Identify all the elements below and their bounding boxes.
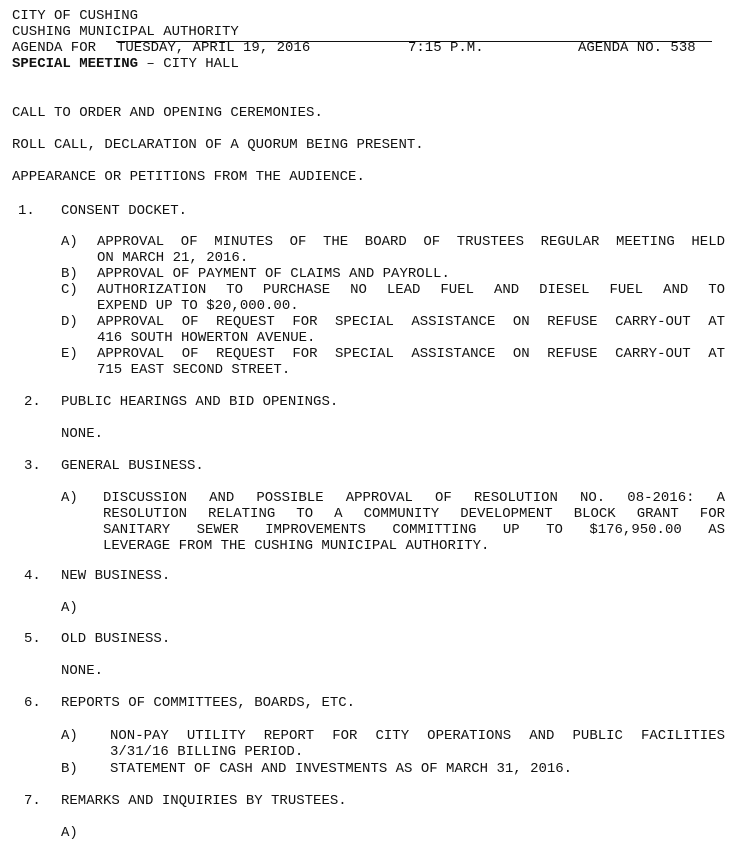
item-number: 6. [24, 695, 41, 711]
header-city: CITY OF CUSHING [12, 8, 139, 24]
subitem-text: DISCUSSION AND POSSIBLE APPROVAL OF RESOLUTION NO. 08-2016: A [103, 490, 725, 506]
subitem-text: APPROVAL OF REQUEST FOR SPECIAL ASSISTANCE ON REFUSE CARRY-OUT AT [97, 346, 725, 362]
header-meeting-line [12, 56, 239, 72]
item-title: REPORTS OF COMMITTEES, BOARDS, ETC. [61, 695, 356, 711]
item-number: 1. [18, 203, 35, 219]
subitem-letter: A) [61, 728, 78, 744]
subitem-letter: E) [61, 346, 78, 362]
item-number: 4. [24, 568, 41, 584]
item-number: 2. [24, 394, 41, 410]
subitem-text: NON-PAY UTILITY REPORT FOR CITY OPERATIONS AND PUBLIC FACILITIES [110, 728, 725, 744]
item-title: GENERAL BUSINESS. [61, 458, 204, 474]
header-date: TUESDAY, APRIL 19, 2016 [117, 40, 311, 56]
subitem-text: RESOLUTION RELATING TO A COMMUNITY DEVELOPMENT BLOCK GRANT FOR [103, 506, 725, 522]
subitem-letter: A) [61, 234, 78, 250]
opening-call-to-order: CALL TO ORDER AND OPENING CEREMONIES. [12, 105, 323, 121]
subitem-text: ON MARCH 21, 2016. [97, 250, 249, 266]
header-authority: CUSHING MUNICIPAL AUTHORITY [12, 24, 239, 40]
item-title: CONSENT DOCKET. [61, 203, 188, 219]
subitem-text: 416 SOUTH HOWERTON AVENUE. [97, 330, 316, 346]
item-title: OLD BUSINESS. [61, 631, 171, 647]
subitem-text: 715 EAST SECOND STREET. [97, 362, 291, 378]
subitem-text: APPROVAL OF PAYMENT OF CLAIMS AND PAYROLL. [97, 266, 450, 282]
header-agenda-label: AGENDA FOR [12, 40, 105, 56]
subitem-text: AUTHORIZATION TO PURCHASE NO LEAD FUEL AND DIESEL FUEL AND TO [97, 282, 725, 298]
subitem-text: EXPEND UP TO $20,000.00. [97, 298, 299, 314]
opening-roll-call: ROLL CALL, DECLARATION OF A QUORUM BEING PRESENT. [12, 137, 424, 153]
subitem-text: STATEMENT OF CASH AND INVESTMENTS AS OF MARCH 31, 2016. [110, 761, 573, 777]
subitem-text: SANITARY SEWER IMPROVEMENTS COMMITTING UP TO $176,950.00 AS [103, 522, 725, 538]
header-agenda-number: AGENDA NO. 538 [578, 40, 696, 56]
subitem-letter: A) [61, 825, 78, 841]
item-title: PUBLIC HEARINGS AND BID OPENINGS. [61, 394, 339, 410]
meeting-location: – CITY HALL [138, 56, 239, 72]
none-text: NONE. [61, 663, 104, 679]
none-text: NONE. [61, 426, 104, 442]
subitem-letter: B) [61, 266, 78, 282]
subitem-text: APPROVAL OF REQUEST FOR SPECIAL ASSISTANCE ON REFUSE CARRY-OUT AT [97, 314, 725, 330]
item-title: NEW BUSINESS. [61, 568, 171, 584]
subitem-letter: D) [61, 314, 78, 330]
subitem-letter: A) [61, 490, 78, 506]
meeting-type: SPECIAL MEETING [12, 56, 139, 72]
header-time: 7:15 P.M. [408, 40, 484, 56]
subitem-letter: A) [61, 600, 78, 616]
opening-appearance: APPEARANCE OR PETITIONS FROM THE AUDIENCE. [12, 169, 365, 185]
item-title: REMARKS AND INQUIRIES BY TRUSTEES. [61, 793, 347, 809]
item-number: 7. [24, 793, 41, 809]
item-number: 5. [24, 631, 41, 647]
subitem-letter: B) [61, 761, 78, 777]
subitem-text: 3/31/16 BILLING PERIOD. [110, 744, 304, 760]
subitem-text: APPROVAL OF MINUTES OF THE BOARD OF TRUSTEES REGULAR MEETING HELD [97, 234, 725, 250]
item-number: 3. [24, 458, 41, 474]
subitem-letter: C) [61, 282, 78, 298]
subitem-text: LEVERAGE FROM THE CUSHING MUNICIPAL AUTHORITY. [103, 538, 490, 554]
header-underline [116, 41, 712, 42]
